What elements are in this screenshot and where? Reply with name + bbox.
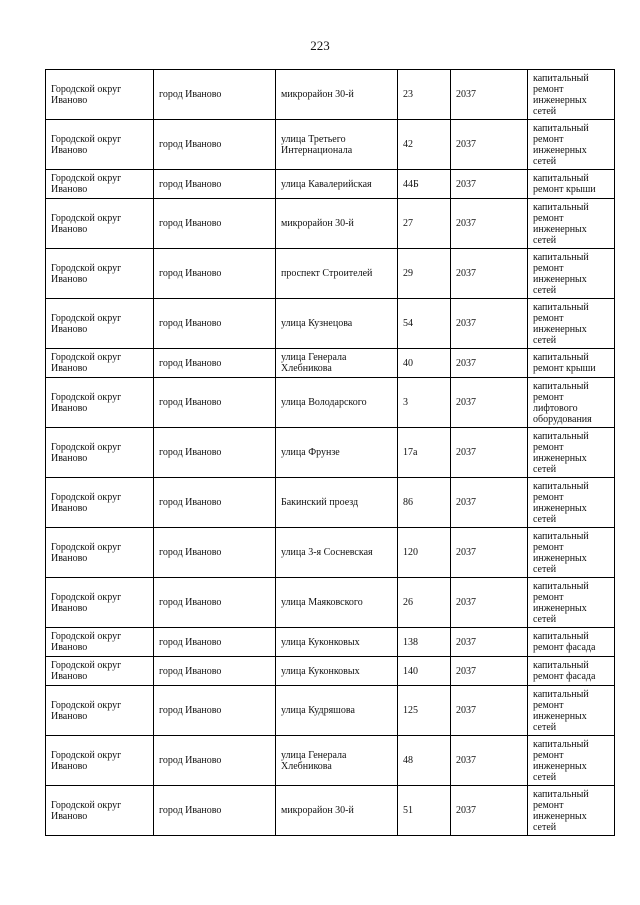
year-cell: 2037 [451, 736, 528, 786]
street-cell: улица Куконковых [276, 628, 398, 657]
house-cell: 17а [398, 428, 451, 478]
municipality-cell: Городской округ Иваново [46, 786, 154, 836]
municipality-cell: Городской округ Иваново [46, 70, 154, 120]
work-type-cell: капитальный ремонт инженерных сетей [528, 686, 615, 736]
table-row [46, 299, 615, 349]
year-cell: 2037 [451, 170, 528, 199]
street-cell: улица Кузнецова [276, 299, 398, 349]
house-cell: 48 [398, 736, 451, 786]
municipality-cell: Городской округ Иваново [46, 528, 154, 578]
table-row [46, 786, 615, 836]
house-cell: 51 [398, 786, 451, 836]
municipality-cell: Городской округ Иваново [46, 199, 154, 249]
settlement-cell: город Иваново [154, 578, 276, 628]
year-cell: 2037 [451, 199, 528, 249]
settlement-cell: город Иваново [154, 736, 276, 786]
year-cell: 2037 [451, 657, 528, 686]
street-cell: микрорайон 30-й [276, 786, 398, 836]
table-row [46, 478, 615, 528]
table-row [46, 428, 615, 478]
street-cell: улица Кавалерийская [276, 170, 398, 199]
municipality-cell: Городской округ Иваново [46, 249, 154, 299]
settlement-cell: город Иваново [154, 199, 276, 249]
work-type-cell: капитальный ремонт инженерных сетей [528, 578, 615, 628]
work-type-cell: капитальный ремонт инженерных сетей [528, 786, 615, 836]
housing-repair-table [45, 69, 615, 836]
settlement-cell: город Иваново [154, 349, 276, 378]
work-type-cell: капитальный ремонт инженерных сетей [528, 528, 615, 578]
municipality-cell: Городской округ Иваново [46, 428, 154, 478]
street-cell: улица Третьего Интернационала [276, 120, 398, 170]
house-cell: 29 [398, 249, 451, 299]
municipality-cell: Городской округ Иваново [46, 478, 154, 528]
year-cell: 2037 [451, 120, 528, 170]
street-cell: Бакинский проезд [276, 478, 398, 528]
table-row [46, 686, 615, 736]
year-cell: 2037 [451, 428, 528, 478]
year-cell: 2037 [451, 249, 528, 299]
settlement-cell: город Иваново [154, 686, 276, 736]
work-type-cell: капитальный ремонт крыши [528, 170, 615, 199]
street-cell: проспект Строителей [276, 249, 398, 299]
settlement-cell: город Иваново [154, 299, 276, 349]
settlement-cell: город Иваново [154, 170, 276, 199]
house-cell: 138 [398, 628, 451, 657]
table-row [46, 70, 615, 120]
settlement-cell: город Иваново [154, 786, 276, 836]
municipality-cell: Городской округ Иваново [46, 686, 154, 736]
settlement-cell: город Иваново [154, 428, 276, 478]
house-cell: 44Б [398, 170, 451, 199]
house-cell: 125 [398, 686, 451, 736]
settlement-cell: город Иваново [154, 70, 276, 120]
year-cell: 2037 [451, 349, 528, 378]
work-type-cell: капитальный ремонт инженерных сетей [528, 299, 615, 349]
year-cell: 2037 [451, 528, 528, 578]
work-type-cell: капитальный ремонт фасада [528, 628, 615, 657]
settlement-cell: город Иваново [154, 628, 276, 657]
work-type-cell: капитальный ремонт инженерных сетей [528, 736, 615, 786]
work-type-cell: капитальный ремонт инженерных сетей [528, 249, 615, 299]
table-row [46, 578, 615, 628]
street-cell: улица 3-я Сосневская [276, 528, 398, 578]
house-cell: 40 [398, 349, 451, 378]
year-cell: 2037 [451, 786, 528, 836]
year-cell: 2037 [451, 578, 528, 628]
house-cell: 26 [398, 578, 451, 628]
house-cell: 42 [398, 120, 451, 170]
house-cell: 140 [398, 657, 451, 686]
street-cell: улица Генерала Хлебникова [276, 736, 398, 786]
municipality-cell: Городской округ Иваново [46, 657, 154, 686]
work-type-cell: капитальный ремонт лифтового оборудования [528, 378, 615, 428]
work-type-cell: капитальный ремонт инженерных сетей [528, 199, 615, 249]
street-cell: микрорайон 30-й [276, 199, 398, 249]
year-cell: 2037 [451, 299, 528, 349]
settlement-cell: город Иваново [154, 478, 276, 528]
street-cell: улица Кудряшова [276, 686, 398, 736]
street-cell: улица Володарского [276, 378, 398, 428]
year-cell: 2037 [451, 686, 528, 736]
year-cell: 2037 [451, 378, 528, 428]
table-row [46, 349, 615, 378]
work-type-cell: капитальный ремонт крыши [528, 349, 615, 378]
work-type-cell: капитальный ремонт инженерных сетей [528, 428, 615, 478]
house-cell: 3 [398, 378, 451, 428]
table-row [46, 657, 615, 686]
municipality-cell: Городской округ Иваново [46, 628, 154, 657]
house-cell: 23 [398, 70, 451, 120]
settlement-cell: город Иваново [154, 657, 276, 686]
settlement-cell: город Иваново [154, 378, 276, 428]
table-row [46, 199, 615, 249]
year-cell: 2037 [451, 628, 528, 657]
house-cell: 54 [398, 299, 451, 349]
page-number: 223 [310, 38, 330, 53]
street-cell: микрорайон 30-й [276, 70, 398, 120]
municipality-cell: Городской округ Иваново [46, 120, 154, 170]
settlement-cell: город Иваново [154, 249, 276, 299]
work-type-cell: капитальный ремонт инженерных сетей [528, 478, 615, 528]
municipality-cell: Городской округ Иваново [46, 378, 154, 428]
municipality-cell: Городской округ Иваново [46, 578, 154, 628]
settlement-cell: город Иваново [154, 120, 276, 170]
work-type-cell: капитальный ремонт инженерных сетей [528, 70, 615, 120]
work-type-cell: капитальный ремонт фасада [528, 657, 615, 686]
street-cell: улица Куконковых [276, 657, 398, 686]
year-cell: 2037 [451, 478, 528, 528]
street-cell: улица Фрунзе [276, 428, 398, 478]
house-cell: 120 [398, 528, 451, 578]
table-row [46, 249, 615, 299]
table-row [46, 528, 615, 578]
municipality-cell: Городской округ Иваново [46, 736, 154, 786]
settlement-cell: город Иваново [154, 528, 276, 578]
table-row [46, 628, 615, 657]
year-cell: 2037 [451, 70, 528, 120]
municipality-cell: Городской округ Иваново [46, 170, 154, 199]
municipality-cell: Городской округ Иваново [46, 349, 154, 378]
house-cell: 86 [398, 478, 451, 528]
house-cell: 27 [398, 199, 451, 249]
table-row [46, 736, 615, 786]
table-row [46, 378, 615, 428]
street-cell: улица Маяковского [276, 578, 398, 628]
table-row [46, 120, 615, 170]
municipality-cell: Городской округ Иваново [46, 299, 154, 349]
street-cell: улица Генерала Хлебникова [276, 349, 398, 378]
work-type-cell: капитальный ремонт инженерных сетей [528, 120, 615, 170]
table-row [46, 170, 615, 199]
